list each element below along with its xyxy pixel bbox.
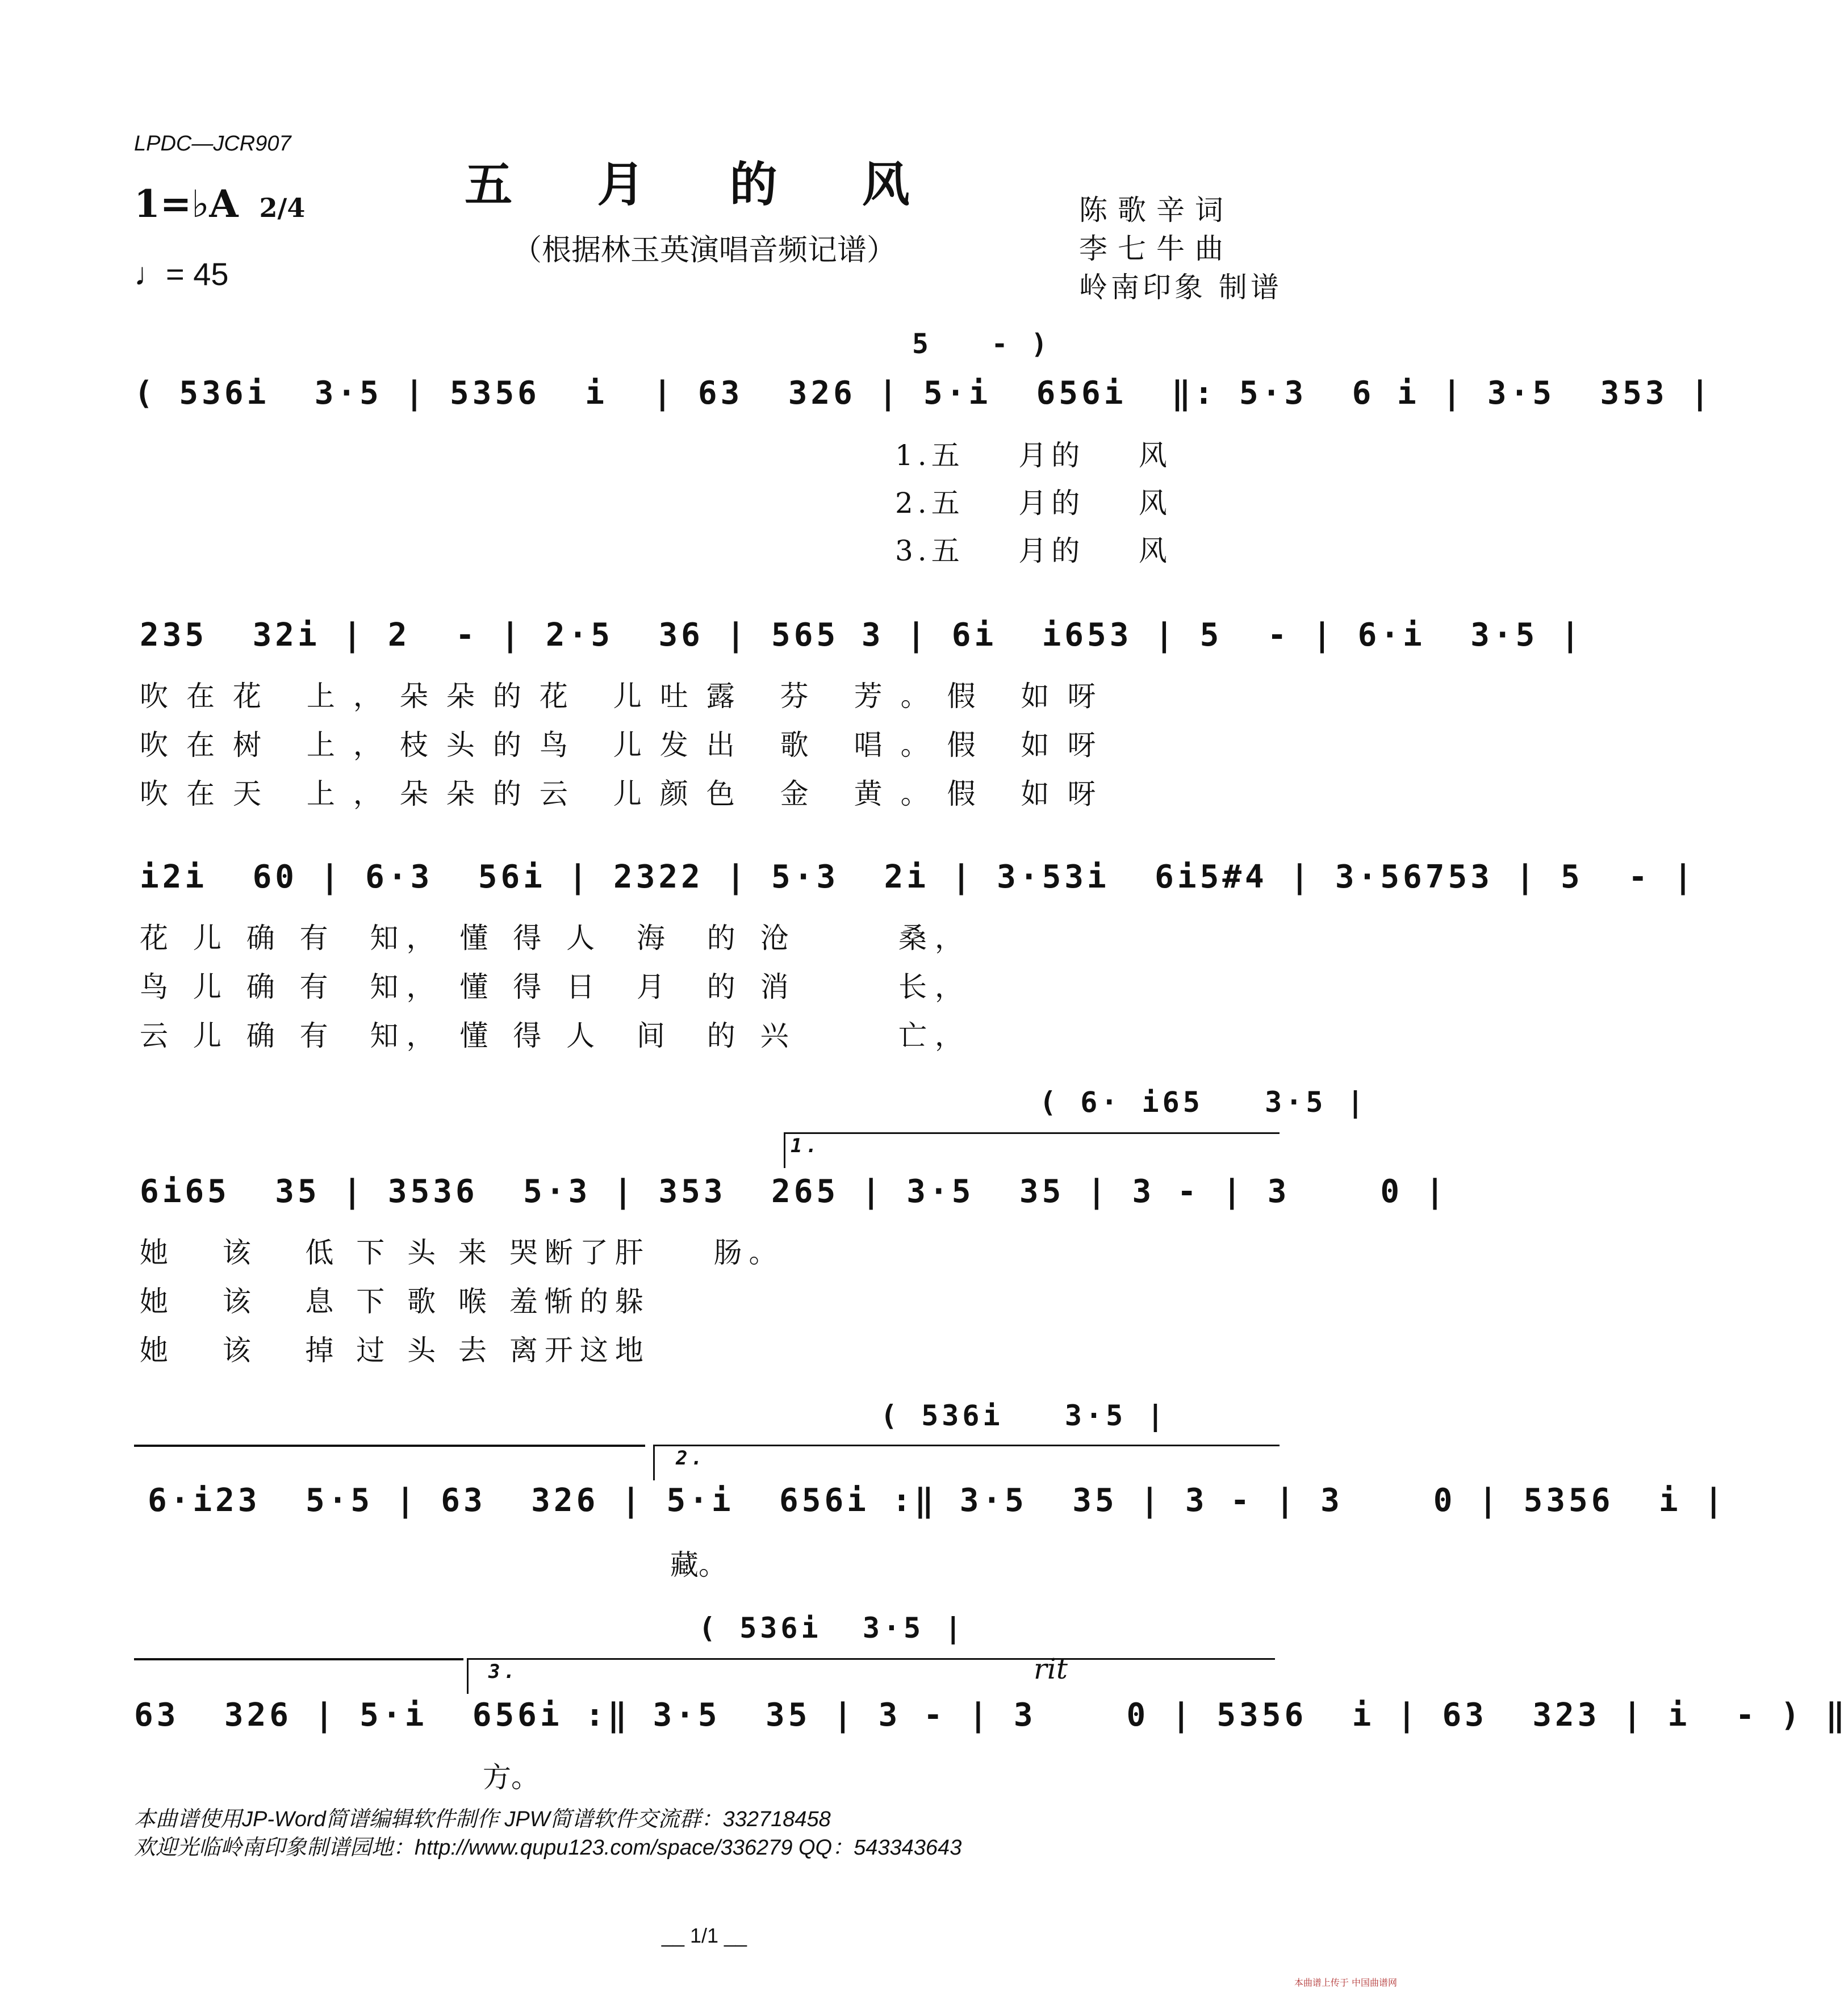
composer-credit: 李七牛曲 (1079, 232, 1234, 265)
volta-bracket-1 (784, 1132, 1280, 1168)
system-2-lyric-verse-3: 吹在天 上，朵朵的云 儿颜色 金 黄。假 如呀 (140, 777, 1114, 810)
system-5-interlude: ( 536i 3·5 | (880, 1399, 1168, 1432)
footer-website-note: 欢迎光临岭南印象制谱园地：http://www.qupu123.com/space/336279 QQ：543343643 (134, 1836, 962, 1860)
system-6-interlude: ( 536i 3·5 | (699, 1612, 965, 1644)
system-5-notes: 6·i23 5·5 | 63 326 | 5·i 656i :‖ 3·5 35 | 3 - | 3 0 | 5356 i | (148, 1482, 1727, 1519)
system-2-lyric-verse-1: 吹在花 上，朵朵的花 儿吐露 芬 芳。假 如呀 (140, 680, 1114, 713)
system-1-notes: ( 536i 3·5 | 5356 i | 63 326 | 5·i 656i ‖: 5·3 6 i | 3·5 353 | (134, 375, 1713, 412)
footer-software-note: 本曲谱使用JP-Word简谱编辑软件制作 JPW简谱软件交流群：332718458 (134, 1807, 831, 1831)
system-2-lyric-verse-2: 吹在树 上，枝头的鸟 儿发出 歌 唱。假 如呀 (140, 729, 1114, 761)
page-number: __ 1/1 __ (661, 1924, 747, 1947)
key-signature (134, 182, 305, 226)
arranger-credit: 岭南印象 制谱 (1079, 271, 1282, 304)
score-code: LPDC—JCR907 (134, 132, 291, 156)
system-4-lyric-verse-1: 她 该 低 下 头 来 哭断了肝 肠。 (140, 1236, 784, 1269)
system-1-lyric-verse-2: 2.五 月的 风 (895, 487, 1172, 520)
system-5-lyric: 藏。 (670, 1549, 727, 1581)
system-6-notes: 63 326 | 5·i 656i :‖ 3·5 35 | 3 - | 3 0 | 5356 i | 63 323 | i - ) ‖ (134, 1697, 1848, 1734)
system-3-lyric-verse-3: 云 儿 确 有 知， 懂 得 人 间 的 兴 亡， (140, 1019, 971, 1052)
system-3-lyric-verse-1: 花 儿 确 有 知， 懂 得 人 海 的 沧 桑， (140, 922, 971, 955)
tempo-marking: ♩= 45 (134, 256, 229, 292)
system-5-bracket-line (134, 1445, 645, 1447)
system-4-lyric-verse-3: 她 该 掉 过 头 去 离开这地 (140, 1334, 650, 1367)
rit-marking: rit (1034, 1652, 1068, 1685)
song-subtitle: （根据林玉英演唱音频记谱） (512, 233, 896, 267)
key-label: 1=♭A (134, 182, 239, 226)
system-6-lyric: 方。 (483, 1761, 540, 1794)
system-6-bracket-line (134, 1658, 463, 1660)
system-3-lyric-verse-2: 鸟 儿 确 有 知， 懂 得 日 月 的 消 长， (140, 970, 971, 1003)
volta-bracket-2 (653, 1445, 1280, 1480)
volta-bracket-3 (467, 1658, 1275, 1694)
system-4-lyric-verse-2: 她 该 息 下 歌 喉 羞惭的躲 (140, 1285, 650, 1318)
lyricist-credit: 陈歌辛词 (1079, 194, 1234, 227)
system-1-repeat-ending: 5 - ) (912, 328, 1051, 360)
system-1-lyric-verse-1: 1.五 月的 风 (895, 439, 1172, 472)
time-signature: 2/4 (259, 192, 306, 223)
system-4-interlude: ( 6· i65 3·5 | (1039, 1086, 1368, 1119)
watermark: 本曲谱上传于 中国曲谱网 (1294, 1977, 1397, 1988)
song-title: 五 月 的 风 (465, 156, 944, 212)
volta-number-2: 2. (676, 1447, 706, 1470)
system-3-notes: i2i 60 | 6·3 56i | 2322 | 5·3 2i | 3·53i 6i5#4 | 3·56753 | 5 - | (140, 859, 1696, 895)
volta-number-3: 3. (488, 1660, 519, 1683)
system-2-notes: 235 32i | 2 - | 2·5 36 | 565 3 | 6i i653 | 5 - | 6·i 3·5 | (140, 617, 1583, 654)
system-4-notes: 6i65 35 | 3536 5·3 | 353 265 | 3·5 35 | 3 - | 3 0 | (140, 1173, 1448, 1210)
system-1-lyric-verse-3: 3.五 月的 风 (895, 534, 1172, 567)
volta-number-1: 1. (791, 1135, 821, 1157)
